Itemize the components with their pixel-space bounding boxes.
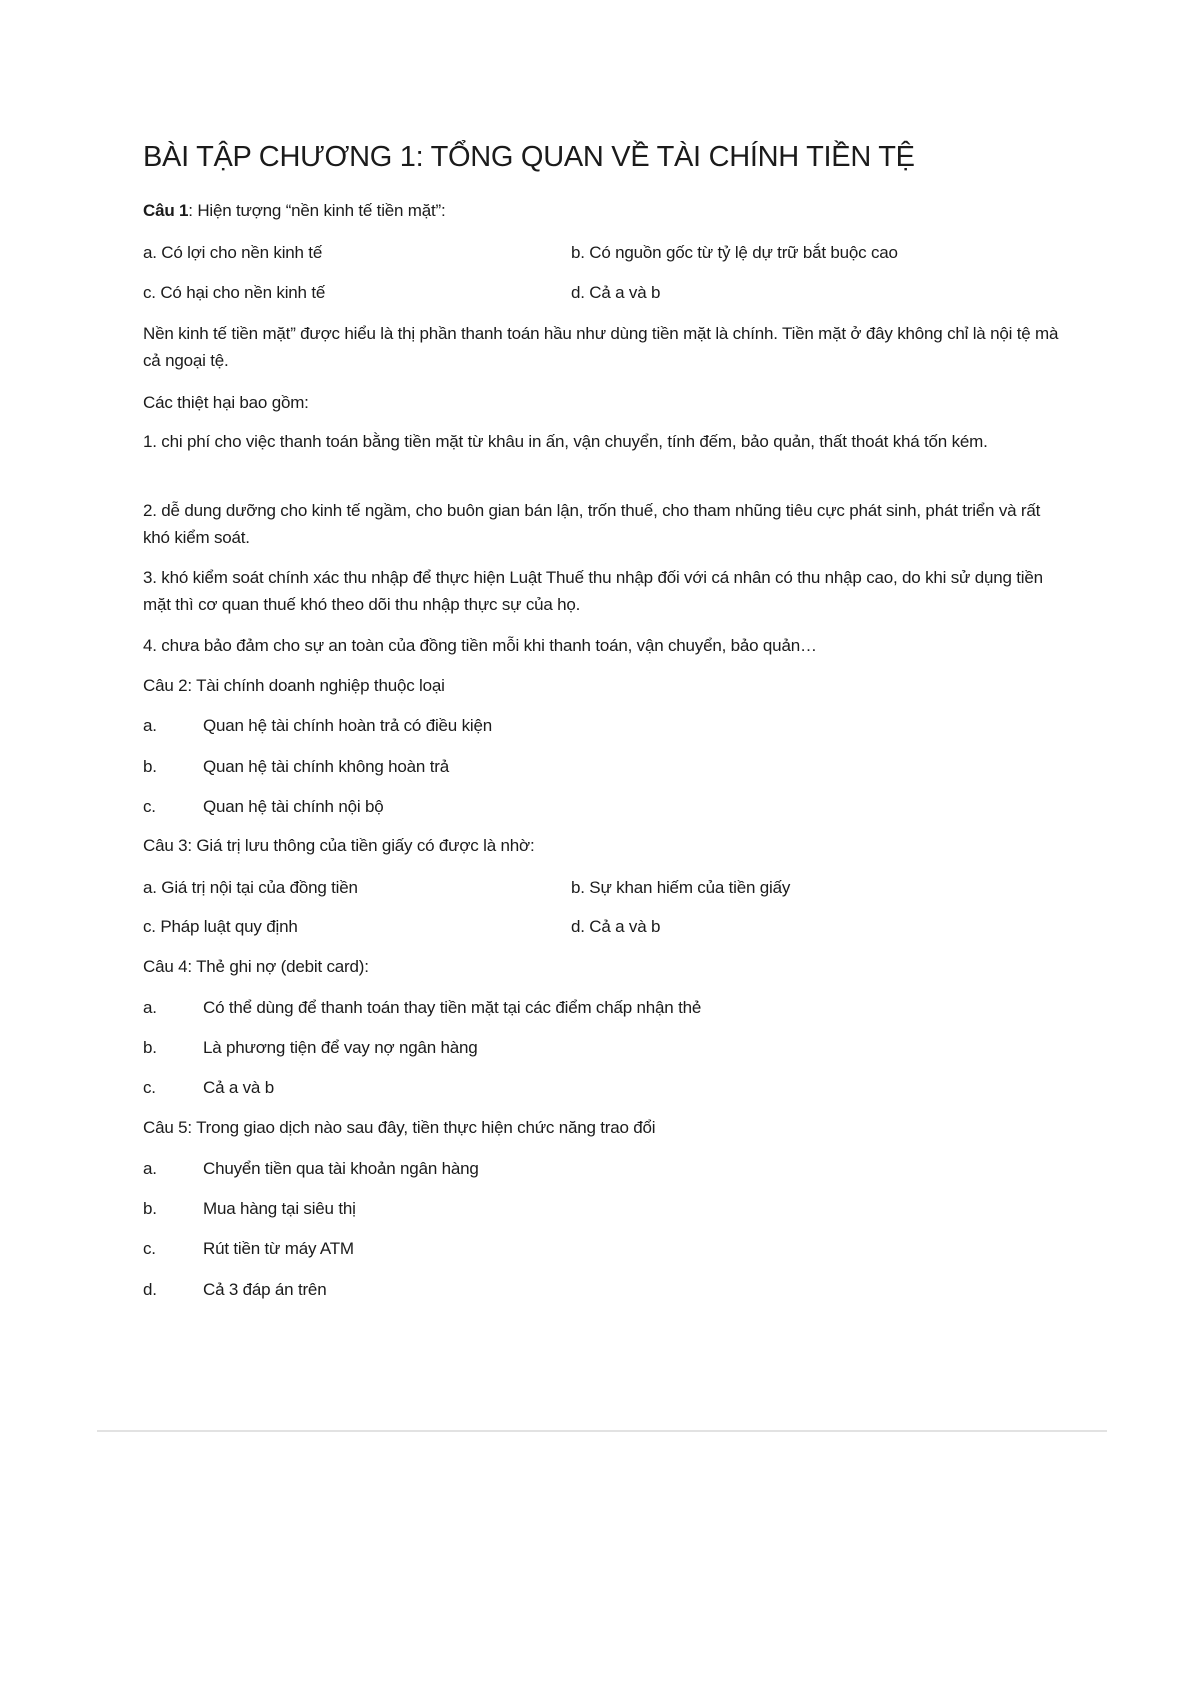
question-3-option-c: c. Pháp luật quy định [143, 917, 298, 936]
option-text: Quan hệ tài chính nội bộ [203, 797, 384, 816]
option-text: Rút tiền từ máy ATM [203, 1239, 354, 1258]
option-text: Quan hệ tài chính hoàn trả có điều kiện [203, 716, 492, 735]
option-text: Mua hàng tại siêu thị [203, 1199, 356, 1218]
question-2-option-c [143, 797, 383, 817]
question-2-option-b [143, 757, 449, 777]
option-letter: c. [143, 797, 156, 816]
option-text: Cả a và b [203, 1078, 274, 1097]
damage-item-4: 4. chưa bảo đảm cho sự an toàn của đồng tiền mỗi khi thanh toán, vận chuyển, bảo quản… [143, 636, 817, 655]
damage-item-1: 1. chi phí cho việc thanh toán bằng tiền mặt từ khâu in ấn, vận chuyển, tính đếm, bảo quản, thất thoát khá tốn kém. [143, 432, 988, 451]
question-3-text: Câu 3: Giá trị lưu thông của tiền giấy có được là nhờ: [143, 836, 535, 855]
question-3-option-b: b. Sự khan hiếm của tiền giấy [571, 878, 791, 897]
option-letter: b. [143, 1199, 157, 1218]
question-1-label: Câu 1 [143, 201, 189, 220]
option-text: Có thể dùng để thanh toán thay tiền mặt tại các điểm chấp nhận thẻ [203, 998, 702, 1017]
damage-item-3: 3. khó kiểm soát chính xác thu nhập để thực hiện Luật Thuế thu nhập đối với cá nhân có thu nhập cao, do khi sử dụng tiền mặt thì cơ quan thuế khó theo dõi thu nhập thực sự của họ. [143, 568, 1043, 614]
question-3-option-d: d. Cả a và b [571, 917, 661, 936]
question-1-option-d: d. Cả a và b [571, 283, 661, 302]
option-letter: c. [143, 1078, 156, 1097]
option-text: Chuyển tiền qua tài khoản ngân hàng [203, 1159, 479, 1178]
page-title: BÀI TẬP CHƯƠNG 1: TỔNG QUAN VỀ TÀI CHÍNH TIỀN TỆ [143, 141, 915, 173]
question-4-text: Câu 4: Thẻ ghi nợ (debit card): [143, 957, 369, 976]
question-5-option-b [143, 1199, 356, 1219]
question-1-option-b: b. Có nguồn gốc từ tỷ lệ dự trữ bắt buộc cao [571, 243, 898, 262]
question-1-text: : Hiện tượng “nền kinh tế tiền mặt”: [188, 201, 446, 220]
question-2-option-a [143, 716, 492, 736]
option-letter: a. [143, 998, 157, 1017]
option-letter: c. [143, 1239, 156, 1258]
question-5-option-d [143, 1280, 326, 1300]
option-letter: a. [143, 716, 157, 735]
question-3-option-a: a. Giá trị nội tại của đồng tiền [143, 878, 358, 897]
option-letter: a. [143, 1159, 157, 1178]
option-letter: b. [143, 757, 157, 776]
question-5-option-c [143, 1239, 354, 1259]
page-divider [97, 1430, 1107, 1432]
damages-intro: Các thiệt hại bao gồm: [143, 393, 309, 412]
question-1-option-c: c. Có hại cho nền kinh tế [143, 283, 326, 302]
question-1-explanation: Nền kinh tế tiền mặt” được hiểu là thị phần thanh toán hầu như dùng tiền mặt là chính. Tiền mặt ở đây không chỉ là nội tệ mà cả ngoại tệ. [143, 324, 1059, 370]
option-text: Cả 3 đáp án trên [203, 1280, 327, 1299]
question-2-text: Câu 2: Tài chính doanh nghiệp thuộc loại [143, 676, 445, 695]
question-5-option-a [143, 1159, 479, 1179]
question-1-option-a: a. Có lợi cho nền kinh tế [143, 243, 323, 262]
option-text: Là phương tiện để vay nợ ngân hàng [203, 1038, 478, 1057]
damage-item-2: 2. dễ dung dưỡng cho kinh tế ngầm, cho buôn gian bán lận, trốn thuế, cho tham nhũng tiêu cực phát sinh, phát triển và rất khó kiểm soát. [143, 501, 1041, 547]
question-4-option-a [143, 998, 701, 1018]
question-5-text: Câu 5: Trong giao dịch nào sau đây, tiền thực hiện chức năng trao đổi [143, 1118, 656, 1137]
option-letter: d. [143, 1280, 157, 1299]
question-4-option-b [143, 1038, 478, 1058]
question-4-option-c [143, 1078, 274, 1098]
option-letter: b. [143, 1038, 157, 1057]
option-text: Quan hệ tài chính không hoàn trả [203, 757, 449, 776]
question-1 [143, 201, 446, 221]
